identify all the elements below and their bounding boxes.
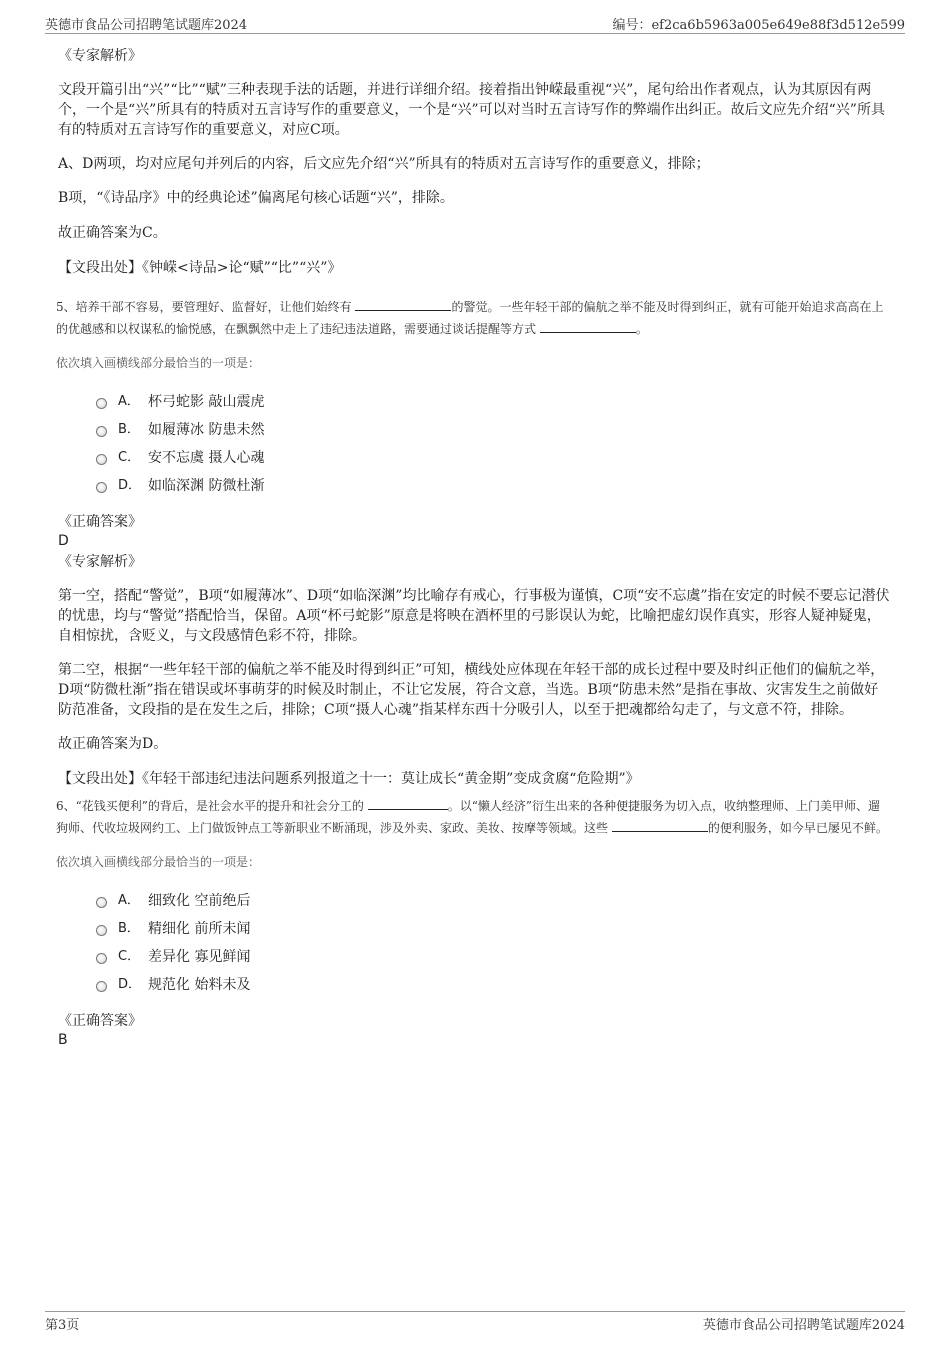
option-letter: A． — [118, 394, 140, 409]
expert-analysis-label: 《专家解析》 — [58, 554, 142, 570]
option-d[interactable] — [56, 472, 890, 500]
option-d[interactable] — [56, 971, 890, 999]
radio-button-icon[interactable] — [96, 482, 107, 493]
analysis-paragraph: 第二空，根据“一些年轻干部的偏航之举不能及时得到纠正”可知，横线处应体现在年轻干部的成长过程中要及时纠正他们的偏航之举，D项“防微杜渐”指在错误或坏事萌芽的时候及时制止，不让它发展，符合文意，当选。B项“防患未然”是指在事故、灾害发生之前做好防范准备，文段指的是在发生之后，排除；C项“摄人心魂”指某样东西十分吸引人，以至于把魂都给勾走了，与文意不符，排除。 — [58, 662, 885, 718]
options-list — [56, 887, 890, 999]
option-text: 精细化 前所未闻 — [148, 921, 251, 937]
analysis-paragraph: A、D两项，均对应尾句并列后的内容，后文应先介绍“兴”所具有的特质对五言诗写作的重要意义，排除； — [58, 156, 710, 172]
radio-button-icon[interactable] — [96, 454, 107, 465]
option-text: 如临深渊 防微杜渐 — [148, 478, 265, 494]
answer-blank — [612, 819, 708, 832]
question-text: 5、培养干部不容易，要管理好、监督好，让他们始终有 — [56, 300, 352, 314]
option-text: 如履薄冰 防患未然 — [148, 422, 265, 438]
question-instruction: 依次填入画横线部分最恰当的一项是： — [56, 855, 261, 869]
radio-button-icon[interactable] — [96, 953, 107, 964]
option-letter: B． — [118, 921, 140, 936]
answer-blank — [368, 797, 448, 810]
option-letter: D． — [118, 977, 142, 992]
option-letter: C． — [118, 450, 141, 465]
question-text: 。以“懒人经济”衍生出来的各种便捷服务为切入点，收纳整理师、上门美甲师、遛狗师、代收垃圾网约工、上门做饭钟点工等新职业不断涌现，涉及外卖、家政、美妆、按摩等领域。这些 — [56, 799, 881, 835]
option-a[interactable] — [56, 388, 890, 416]
analysis-paragraph: B项，“《诗品序》中的经典论述”偏离尾句核心话题“兴”，排除。 — [58, 190, 454, 206]
header-doc-id: 编号：ef2ca6b5963a005e649e88f3d512e599 — [612, 18, 905, 33]
analysis-paragraph: 第一空，搭配“警觉”，B项“如履薄冰”、D项“如临深渊”均比喻存有戒心，行事极为谨慎，C项“安不忘虞”指在安定的时候不要忘记潜伏的忧患，均与“警觉”搭配恰当，保留。A项“杯弓蛇影”原意是将映在酒杯里的弓影误认为蛇，比喻把虚幻误作真实，形容人疑神疑鬼，自相惊扰，含贬义，与文段感情色彩不符，排除。 — [58, 588, 890, 644]
analysis-conclusion: 故正确答案为D。 — [58, 736, 168, 752]
options-list — [56, 388, 890, 500]
question-6-stem — [56, 795, 890, 839]
option-letter: C． — [118, 949, 141, 964]
option-text: 安不忘虞 摄人心魂 — [148, 450, 265, 466]
option-text: 细致化 空前绝后 — [148, 893, 251, 909]
option-a[interactable] — [56, 887, 890, 915]
question-text: 6、“花钱买便利”的背后，是社会水平的提升和社会分工的 — [56, 799, 364, 813]
radio-button-icon[interactable] — [96, 426, 107, 437]
correct-answer-label: 《正确答案》 — [58, 514, 142, 530]
page-content — [56, 46, 890, 1049]
expert-analysis-label: 《专家解析》 — [58, 48, 142, 64]
option-letter: B． — [118, 422, 140, 437]
page-number: 第3页 — [45, 1318, 80, 1333]
option-text: 规范化 始料未及 — [148, 977, 251, 993]
answer-blank — [540, 320, 636, 333]
analysis-conclusion: 故正确答案为C。 — [58, 225, 167, 241]
option-text: 差异化 寡见鲜闻 — [148, 949, 251, 965]
option-b[interactable] — [56, 915, 890, 943]
answer-blank — [355, 298, 451, 311]
correct-answer-label: 《正确答案》 — [58, 1013, 142, 1029]
footer-title: 英德市食品公司招聘笔试题库2024 — [702, 1318, 905, 1333]
radio-button-icon[interactable] — [96, 897, 107, 908]
question-text: 。 — [635, 322, 648, 336]
footer-divider — [45, 1311, 905, 1312]
question-text: 的便利服务，如今早已屡见不鲜。 — [707, 821, 888, 835]
radio-button-icon[interactable] — [96, 925, 107, 936]
header-divider — [45, 33, 905, 34]
option-c[interactable] — [56, 444, 890, 472]
page-header — [45, 14, 905, 32]
source-citation: 【文段出处】《钟嵘<诗品>论“赋”“比”“兴”》 — [58, 260, 342, 276]
question-5-stem — [56, 296, 890, 340]
analysis-paragraph: 文段开篇引出“兴”“比”“赋”三种表现手法的话题，并进行详细介绍。接着指出钟嵘最重视“兴”，尾句给出作者观点，认为其原因有两个，一个是“兴”所具有的特质对五言诗写作的重要意义，一个是“兴”可以对当时五言诗写作的弊端作出纠正。故后文应先介绍“兴”所具有的特质对五言诗写作的重要意义，对应C项。 — [58, 82, 885, 138]
correct-answer: D — [58, 533, 69, 549]
option-letter: A． — [118, 893, 140, 908]
source-citation: 【文段出处】《年轻干部违纪违法问题系列报道之十一：莫让成长“黄金期”变成贪腐“危险期”》 — [58, 771, 640, 787]
radio-button-icon[interactable] — [96, 981, 107, 992]
question-instruction: 依次填入画横线部分最恰当的一项是： — [56, 356, 261, 370]
option-letter: D． — [118, 478, 142, 493]
option-c[interactable] — [56, 943, 890, 971]
radio-button-icon[interactable] — [96, 398, 107, 409]
question-text: 的警觉。一些年轻干部的偏航之举不能及时得到纠正，就有可能开始追求高高在上的优越感和以权谋私的愉悦感，在飘飘然中走上了违纪违法道路，需要通过谈话提醒等方式 — [56, 300, 884, 336]
page-footer — [45, 1314, 905, 1332]
header-title: 英德市食品公司招聘笔试题库2024 — [45, 18, 248, 33]
option-b[interactable] — [56, 416, 890, 444]
option-text: 杯弓蛇影 敲山震虎 — [148, 394, 265, 410]
correct-answer: B — [58, 1032, 68, 1048]
